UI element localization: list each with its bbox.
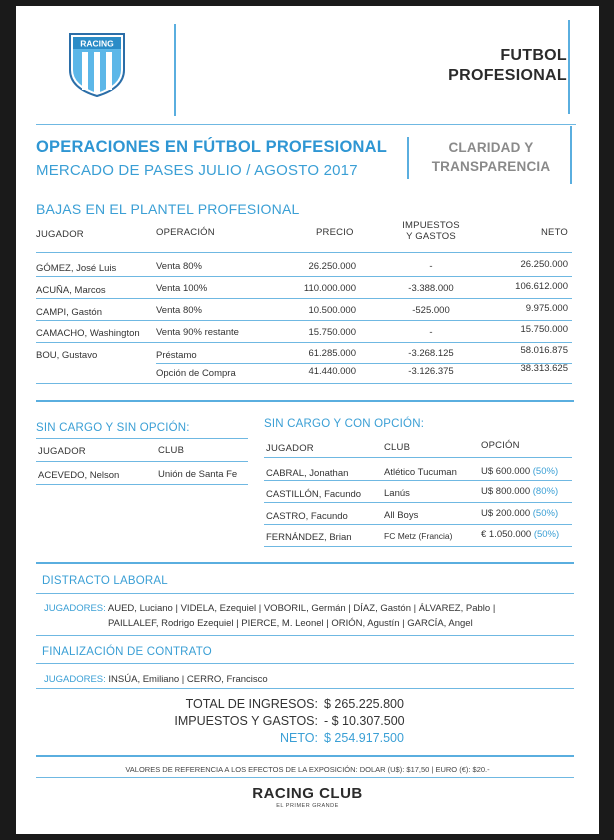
- con-opcion-row-3-pct: (50%): [532, 508, 559, 519]
- con-opcion-col-opcion: OPCIÓN: [481, 440, 520, 451]
- bajas-row-1-impuestos: -: [429, 261, 433, 272]
- bajas-row-6-impuestos: -3.126.375: [408, 366, 454, 377]
- con-opcion-row-1-opcion: [481, 466, 558, 477]
- bajas-row-4-jugador: CAMACHO, Washington: [36, 328, 140, 339]
- section-rule: [36, 755, 574, 757]
- row-rule: [36, 777, 574, 778]
- con-opcion-row-3-jugador: CASTRO, Facundo: [266, 511, 348, 522]
- row-rule: [36, 484, 248, 485]
- bajas-row-1-jugador: GÓMEZ, José Luis: [36, 263, 117, 274]
- con-opcion-title: SIN CARGO Y CON OPCIÓN:: [264, 418, 425, 430]
- impuestos-row: [156, 714, 486, 731]
- row-rule: [36, 438, 248, 439]
- impuestos-label: IMPUESTOS Y GASTOS:: [174, 714, 318, 728]
- finalizacion-title: FINALIZACIÓN DE CONTRATO: [42, 646, 212, 658]
- neto-row: [156, 731, 486, 748]
- con-opcion-row-1-pct: (50%): [532, 466, 559, 477]
- row-rule: [264, 524, 572, 525]
- header-right-divider: [568, 20, 570, 114]
- bajas-row-4-impuestos: -: [429, 327, 433, 338]
- bajas-row-3-impuestos: -525.000: [412, 305, 450, 316]
- con-opcion-row-1-amount: U$ 600.000: [481, 466, 531, 477]
- sin-opcion-row-1-jugador: ACEVEDO, Nelson: [38, 470, 120, 481]
- finalizacion-label: JUGADORES:: [44, 674, 106, 685]
- row-rule: [264, 457, 572, 458]
- con-opcion-row-2-jugador: CASTILLÓN, Facundo: [266, 489, 362, 500]
- racing-crest-icon: [68, 32, 126, 98]
- brand-tagline: EL PRIMER GRANDE: [276, 803, 339, 809]
- sin-opcion-row-1-club: Unión de Santa Fe: [158, 469, 238, 480]
- reference-note: VALORES DE REFERENCIA A LOS EFECTOS DE LA EXPOSICIÓN: DOLAR (U$): $17,50 | EURO (€): $20.-: [125, 765, 490, 774]
- con-opcion-row-4-club: FC Metz (Francia): [384, 531, 453, 541]
- row-rule: [264, 546, 572, 547]
- row-rule: [264, 480, 572, 481]
- con-opcion-col-club: CLUB: [384, 442, 411, 453]
- sin-opcion-col-club: CLUB: [158, 445, 185, 456]
- sin-opcion-title: SIN CARGO Y SIN OPCIÓN:: [36, 422, 190, 434]
- bajas-row-5-jugador: BOU, Gustavo: [36, 350, 98, 361]
- total-ingresos-row: [156, 697, 486, 714]
- operations-subtitle: MERCADO DE PASES JULIO / AGOSTO 2017: [36, 162, 358, 179]
- bajas-row-2-operacion: Venta 100%: [156, 283, 208, 294]
- row-rule: [36, 342, 572, 343]
- con-opcion-row-4-amount: € 1.050.000: [481, 529, 532, 540]
- bajas-row-2-precio: 110.000.000: [303, 283, 356, 294]
- section-rule: [36, 562, 574, 564]
- bajas-row-1-precio: 26.250.000: [308, 261, 356, 272]
- header-divider: [174, 24, 176, 116]
- bajas-row-3-operacion: Venta 80%: [156, 305, 202, 316]
- clarity-label: [421, 138, 561, 176]
- bajas-title: BAJAS EN EL PLANTEL PROFESIONAL: [36, 201, 300, 217]
- row-rule: [36, 383, 572, 384]
- bajas-row-5-impuestos: -3.268.125: [408, 348, 454, 359]
- bajas-row-1-operacion: Venta 80%: [156, 261, 202, 272]
- bajas-row-1-neto: 26.250.000: [520, 259, 568, 270]
- con-opcion-row-4-pct: (50%): [533, 529, 560, 540]
- col-impuestos-line-2: Y GASTOS: [406, 231, 456, 242]
- clarity-line-1: CLARIDAD Y: [448, 140, 534, 155]
- row-rule: [264, 502, 572, 503]
- sin-opcion-col-jugador: JUGADOR: [38, 446, 86, 457]
- neto-value: $ 254.917.500: [324, 731, 404, 745]
- bajas-row-4-operacion: Venta 90% restante: [156, 327, 239, 338]
- bajas-row-3-precio: 10.500.000: [308, 305, 356, 316]
- logo-text: RACING: [80, 38, 114, 49]
- row-rule: [36, 663, 574, 664]
- con-opcion-row-1-club: Atlético Tucuman: [384, 467, 457, 478]
- bajas-row-6-operacion: Opción de Compra: [156, 368, 236, 379]
- row-rule: [36, 276, 572, 277]
- col-impuestos-line-1: IMPUESTOS: [402, 220, 460, 231]
- section-title: [448, 46, 567, 86]
- col-impuestos: [386, 220, 476, 242]
- con-opcion-col-jugador: JUGADOR: [266, 443, 314, 454]
- con-opcion-row-3-club: All Boys: [384, 510, 419, 521]
- totals: [156, 697, 486, 748]
- title-right-divider: [570, 126, 572, 184]
- con-opcion-row-3-amount: U$ 200.000: [481, 508, 531, 519]
- header-rule: [36, 124, 576, 125]
- bajas-row-5-operacion: Préstamo: [156, 350, 197, 361]
- finalizacion-line: [44, 674, 268, 685]
- distracto-title: DISTRACTO LABORAL: [42, 575, 168, 587]
- distracto-players-2: PAILLALEF, Rodrigo Ezequiel | PIERCE, M. Leonel | ORIÓN, Agustín | GARCÍA, Angel: [108, 618, 473, 629]
- row-rule: [36, 252, 572, 253]
- finalizacion-players: INSÚA, Emiliano | CERRO, Francisco: [108, 674, 268, 685]
- row-rule: [36, 635, 574, 636]
- neto-label: NETO:: [280, 731, 318, 745]
- bajas-row-3-neto: 9.975.000: [525, 303, 568, 314]
- bajas-row-2-jugador: ACUÑA, Marcos: [36, 285, 106, 296]
- col-neto: NETO: [540, 227, 568, 238]
- col-precio: PRECIO: [316, 227, 354, 238]
- row-rule: [36, 298, 572, 299]
- section-rule: [36, 400, 574, 402]
- con-opcion-row-4-opcion: [481, 529, 559, 540]
- con-opcion-row-2-opcion: [481, 486, 558, 497]
- row-rule: [36, 688, 574, 689]
- title-divider: [407, 137, 409, 179]
- col-operacion: OPERACIÓN: [156, 227, 215, 238]
- bajas-row-4-neto: 15.750.000: [520, 324, 568, 335]
- con-opcion-row-4-jugador: FERNÁNDEZ, Brian: [266, 532, 352, 543]
- distracto-players-1: AUED, Luciano | VIDELA, Ezequiel | VOBORIL, Germán | DÍAZ, Gastón | ÁLVAREZ, Pablo |: [107, 603, 496, 614]
- title-line-2: PROFESIONAL: [448, 67, 567, 84]
- con-opcion-row-3-opcion: [481, 508, 558, 519]
- total-ingresos-label: TOTAL DE INGRESOS:: [185, 697, 318, 711]
- bajas-row-5-precio: 61.285.000: [308, 348, 356, 359]
- impuestos-value: - $ 10.307.500: [324, 714, 405, 728]
- con-opcion-row-2-pct: (80%): [532, 486, 559, 497]
- bajas-row-5-neto: 58.016.875: [520, 345, 568, 356]
- clarity-line-2: TRANSPARENCIA: [431, 159, 551, 174]
- row-rule: [36, 461, 248, 462]
- con-opcion-row-1-jugador: CABRAL, Jonathan: [266, 468, 349, 479]
- col-jugador: JUGADOR: [36, 229, 84, 240]
- distracto-line-1: [44, 603, 495, 614]
- con-opcion-row-2-amount: U$ 800.000: [481, 486, 531, 497]
- row-rule: [36, 593, 574, 594]
- distracto-label: JUGADORES:: [44, 603, 106, 614]
- title-line-1: FUTBOL: [500, 47, 567, 64]
- bajas-row-6-precio: 41.440.000: [308, 366, 356, 377]
- document-page: [16, 6, 599, 834]
- total-ingresos-value: $ 265.225.800: [324, 697, 404, 711]
- bajas-row-2-neto: 106.612.000: [515, 281, 568, 292]
- bajas-row-4-precio: 15.750.000: [308, 327, 356, 338]
- bajas-row-6-neto: 38.313.625: [520, 363, 568, 374]
- bajas-row-3-jugador: CAMPI, Gastón: [36, 307, 102, 318]
- con-opcion-row-2-club: Lanús: [384, 488, 410, 499]
- bajas-row-2-impuestos: -3.388.000: [408, 283, 454, 294]
- operations-title: OPERACIONES EN FÚTBOL PROFESIONAL: [36, 138, 387, 156]
- brand-name: RACING CLUB: [252, 785, 363, 802]
- row-rule: [36, 320, 572, 321]
